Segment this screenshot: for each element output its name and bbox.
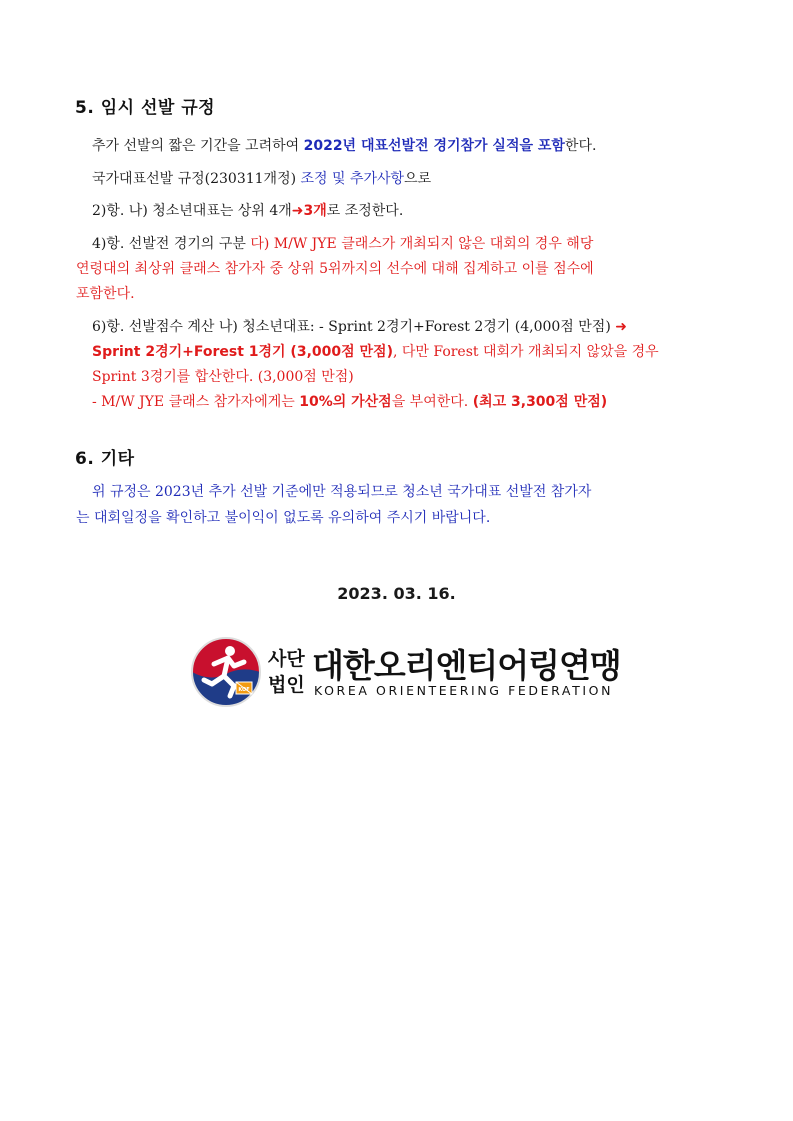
text-segment: 국가대표선발 규정(230311개정): [92, 171, 301, 187]
highlight-text: 2022년 대표선발전 경기참가 실적을 포함: [303, 138, 565, 154]
section-5-title: 5. 임시 선발 규정: [75, 98, 216, 118]
text-segment: - M/W JYE 클래스 참가자에게는: [92, 394, 300, 410]
section-5-paragraph-4-line-3: 포함한다.: [76, 286, 135, 302]
section-5-paragraph-5-line-3: Sprint 3경기를 합산한다. (3,000점 만점): [92, 369, 354, 385]
section-6-line-2: 는 대회일정을 확인하고 불이익이 없도록 유의하여 주시기 바랍니다.: [76, 510, 491, 526]
section-5-paragraph-5-line-2: [92, 343, 659, 361]
document-date: 2023. 03. 16.: [337, 584, 456, 603]
section-5-paragraph-5-line-4: [92, 393, 607, 411]
logo-small-top: 사단: [268, 648, 305, 670]
section-5-paragraph-2: [92, 170, 431, 188]
section-5-paragraph-5-line-1: [92, 318, 627, 336]
highlight-text: 조정 및 추가사항: [300, 171, 405, 187]
highlight-text: (최고 3,300점 만점): [472, 394, 608, 410]
federation-name-korean: 대한오리엔티어링연맹: [312, 646, 621, 685]
section-6-title: 6. 기타: [75, 449, 135, 469]
text-segment: 2)항. 나) 청소년대표는 상위 4개: [92, 203, 292, 219]
section-5-paragraph-4-line-2: 연령대의 최상위 클래스 참가자 중 상위 5위까지의 선수에 대해 집계하고 이를 점수에: [76, 261, 594, 277]
text-segment: , 다만 Forest 대회가 개최되지 않았을 경우: [392, 344, 659, 360]
federation-name-english: KOREA ORIENTEERING FEDERATION: [314, 683, 614, 698]
arrow-icon: ➜: [615, 319, 627, 335]
text-segment: 4)항. 선발전 경기의 구분: [92, 236, 251, 252]
emblem-badge-text: KOF: [238, 687, 250, 693]
federation-logo: [190, 636, 621, 708]
text-segment: 으로: [404, 171, 432, 187]
logo-small-bottom: 법인: [268, 674, 305, 696]
text-segment: 추가 선발의 짧은 기간을 고려하여: [92, 138, 304, 154]
text-segment: 로 조정한다.: [326, 203, 404, 219]
highlight-text: Sprint 2경기+Forest 1경기 (3,000점 만점): [92, 344, 393, 360]
federation-emblem-icon: [190, 636, 262, 708]
section-5-paragraph-1: [92, 137, 596, 155]
text-segment: 한다.: [564, 138, 597, 154]
text-segment: 6)항. 선발점수 계산 나) 청소년대표: - Sprint 2경기+Forest 2경기 (4,000점 만점): [92, 319, 616, 335]
highlight-text: 다) M/W JYE 클래스가 개최되지 않은 대회의 경우 해당: [250, 236, 594, 252]
text-segment: 을 부여한다.: [391, 394, 473, 410]
section-5-paragraph-3: [92, 202, 403, 220]
highlight-text: ➜3개: [291, 203, 327, 219]
section-6-line-1: 위 규정은 2023년 추가 선발 기준에만 적용되므로 청소년 국가대표 선발전 참가자: [92, 484, 592, 500]
section-5-paragraph-4-line-1: [92, 235, 593, 253]
highlight-text: 10%의 가산점: [299, 394, 392, 410]
